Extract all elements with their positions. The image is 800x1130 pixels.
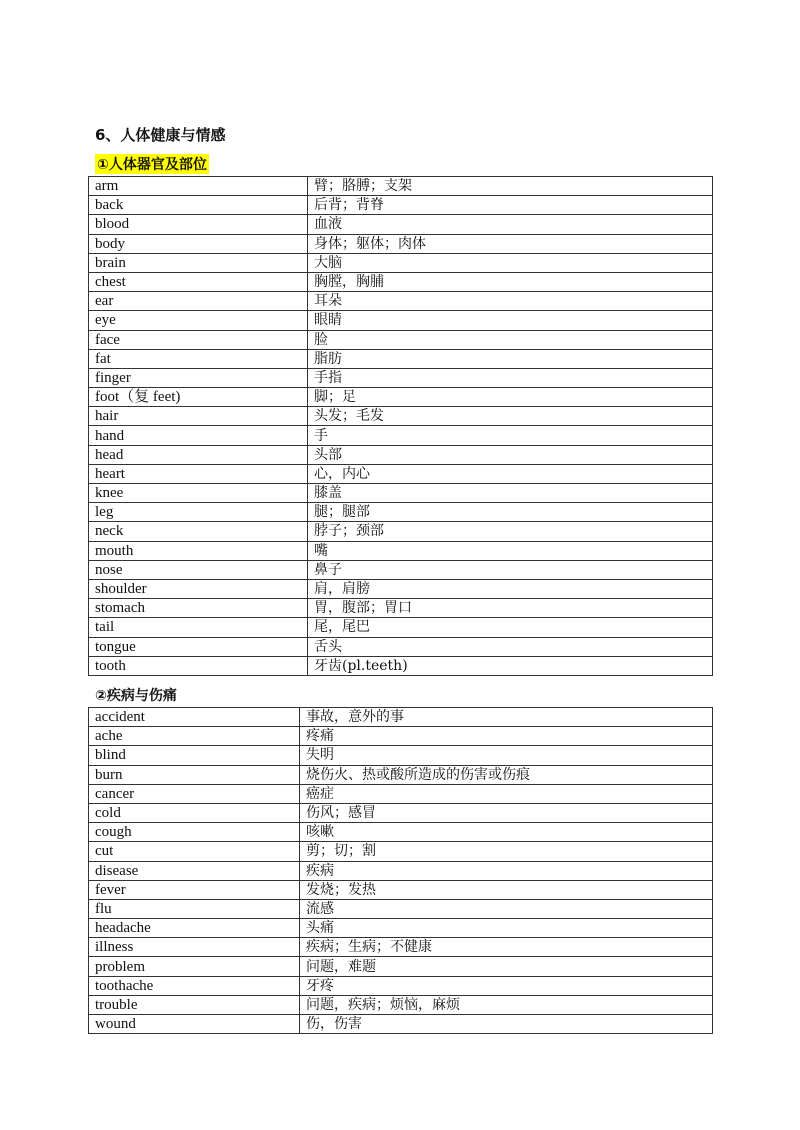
english-word: neck (89, 522, 308, 541)
english-word: nose (89, 560, 308, 579)
table-row (89, 368, 713, 387)
table-row (89, 196, 713, 215)
english-word: hand (89, 426, 308, 445)
table-row (89, 842, 713, 861)
english-word: face (89, 330, 308, 349)
english-word: cancer (89, 784, 300, 803)
chinese-meaning: 眼睛 (308, 311, 713, 330)
chinese-meaning: 伤，伤害 (300, 1015, 713, 1034)
table-row (89, 272, 713, 291)
english-word: fat (89, 349, 308, 368)
chinese-meaning: 问题，难题 (300, 957, 713, 976)
chinese-meaning: 胸膛，胸脯 (308, 272, 713, 291)
chinese-meaning: 后背；背脊 (308, 196, 713, 215)
english-word: burn (89, 765, 300, 784)
chinese-meaning: 鼻子 (308, 560, 713, 579)
table-row (89, 765, 713, 784)
english-word: toothache (89, 976, 300, 995)
table-row (89, 976, 713, 995)
table-row (89, 388, 713, 407)
chinese-meaning: 手指 (308, 368, 713, 387)
chinese-meaning: 失明 (300, 746, 713, 765)
english-word: body (89, 234, 308, 253)
chinese-meaning: 尾，尾巴 (308, 618, 713, 637)
table-row (89, 253, 713, 272)
english-word: cold (89, 803, 300, 822)
table-row (89, 637, 713, 656)
table-row (89, 656, 713, 675)
english-word: fever (89, 880, 300, 899)
table-row (89, 784, 713, 803)
table-row (89, 746, 713, 765)
table-row (89, 522, 713, 541)
chinese-meaning: 胃，腹部；胃口 (308, 599, 713, 618)
table-row (89, 579, 713, 598)
english-word: headache (89, 919, 300, 938)
table-row (89, 957, 713, 976)
english-word: heart (89, 464, 308, 483)
english-word: hair (89, 407, 308, 426)
english-word: foot（复 feet) (89, 388, 308, 407)
english-word: cough (89, 823, 300, 842)
table-row (89, 823, 713, 842)
body-parts-table (88, 176, 713, 676)
table-row (89, 503, 713, 522)
chinese-meaning: 脖子；颈部 (308, 522, 713, 541)
english-word: arm (89, 177, 308, 196)
english-word: accident (89, 708, 300, 727)
illness-table (88, 707, 713, 1034)
table-row (89, 445, 713, 464)
table-row (89, 880, 713, 899)
chinese-meaning: 肩，肩膀 (308, 579, 713, 598)
english-word: chest (89, 272, 308, 291)
english-word: stomach (89, 599, 308, 618)
english-word: knee (89, 484, 308, 503)
table-row (89, 1015, 713, 1034)
chinese-meaning: 大脑 (308, 253, 713, 272)
table-row (89, 899, 713, 918)
chinese-meaning: 臂；胳膊；支架 (308, 177, 713, 196)
table-row (89, 919, 713, 938)
table-row (89, 426, 713, 445)
chinese-meaning: 膝盖 (308, 484, 713, 503)
chinese-meaning: 手 (308, 426, 713, 445)
chinese-meaning: 脂肪 (308, 349, 713, 368)
chinese-meaning: 腿；腿部 (308, 503, 713, 522)
english-word: wound (89, 1015, 300, 1034)
table-row (89, 727, 713, 746)
table-row (89, 541, 713, 560)
chinese-meaning: 嘴 (308, 541, 713, 560)
chinese-meaning: 头痛 (300, 919, 713, 938)
english-word: eye (89, 311, 308, 330)
english-word: tooth (89, 656, 308, 675)
chinese-meaning: 脸 (308, 330, 713, 349)
chinese-meaning: 伤风；感冒 (300, 803, 713, 822)
chinese-meaning: 舌头 (308, 637, 713, 656)
table-row (89, 803, 713, 822)
chinese-meaning: 咳嗽 (300, 823, 713, 842)
english-word: head (89, 445, 308, 464)
chinese-meaning: 脚；足 (308, 388, 713, 407)
table-row (89, 407, 713, 426)
chinese-meaning: 剪；切；割 (300, 842, 713, 861)
chinese-meaning: 问题，疾病；烦恼，麻烦 (300, 995, 713, 1014)
table-row (89, 311, 713, 330)
table-row (89, 599, 713, 618)
section-title: 6、人体健康与情感 (95, 126, 226, 144)
table-row (89, 234, 713, 253)
chinese-meaning: 身体；躯体；肉体 (308, 234, 713, 253)
table-row (89, 464, 713, 483)
table-row (89, 330, 713, 349)
english-word: tail (89, 618, 308, 637)
table-row (89, 215, 713, 234)
chinese-meaning: 头发；毛发 (308, 407, 713, 426)
chinese-meaning: 事故，意外的事 (300, 708, 713, 727)
english-word: disease (89, 861, 300, 880)
chinese-meaning: 疼痛 (300, 727, 713, 746)
english-word: cut (89, 842, 300, 861)
chinese-meaning: 发烧；发热 (300, 880, 713, 899)
english-word: mouth (89, 541, 308, 560)
english-word: problem (89, 957, 300, 976)
english-word: blind (89, 746, 300, 765)
chinese-meaning: 流感 (300, 899, 713, 918)
table-row (89, 177, 713, 196)
subsection-title-illness: ②疾病与伤痛 (95, 688, 177, 704)
english-word: back (89, 196, 308, 215)
chinese-meaning: 疾病 (300, 861, 713, 880)
english-word: leg (89, 503, 308, 522)
table-row (89, 560, 713, 579)
english-word: blood (89, 215, 308, 234)
chinese-meaning: 血液 (308, 215, 713, 234)
table-row (89, 484, 713, 503)
english-word: flu (89, 899, 300, 918)
english-word: ache (89, 727, 300, 746)
table-row (89, 995, 713, 1014)
english-word: ear (89, 292, 308, 311)
table-row (89, 861, 713, 880)
chinese-meaning: 癌症 (300, 784, 713, 803)
english-word: illness (89, 938, 300, 957)
table-row (89, 938, 713, 957)
english-word: finger (89, 368, 308, 387)
english-word: brain (89, 253, 308, 272)
chinese-meaning: 牙齿(pl.teeth) (308, 656, 713, 675)
chinese-meaning: 牙疼 (300, 976, 713, 995)
chinese-meaning: 烧伤火、热或酸所造成的伤害或伤痕 (300, 765, 713, 784)
subsection-title-body-parts: ①人体器官及部位 (95, 154, 209, 174)
table-row (89, 708, 713, 727)
table-row (89, 292, 713, 311)
english-word: shoulder (89, 579, 308, 598)
chinese-meaning: 耳朵 (308, 292, 713, 311)
chinese-meaning: 心，内心 (308, 464, 713, 483)
english-word: tongue (89, 637, 308, 656)
table-row (89, 618, 713, 637)
table-row (89, 349, 713, 368)
english-word: trouble (89, 995, 300, 1014)
chinese-meaning: 头部 (308, 445, 713, 464)
chinese-meaning: 疾病；生病；不健康 (300, 938, 713, 957)
